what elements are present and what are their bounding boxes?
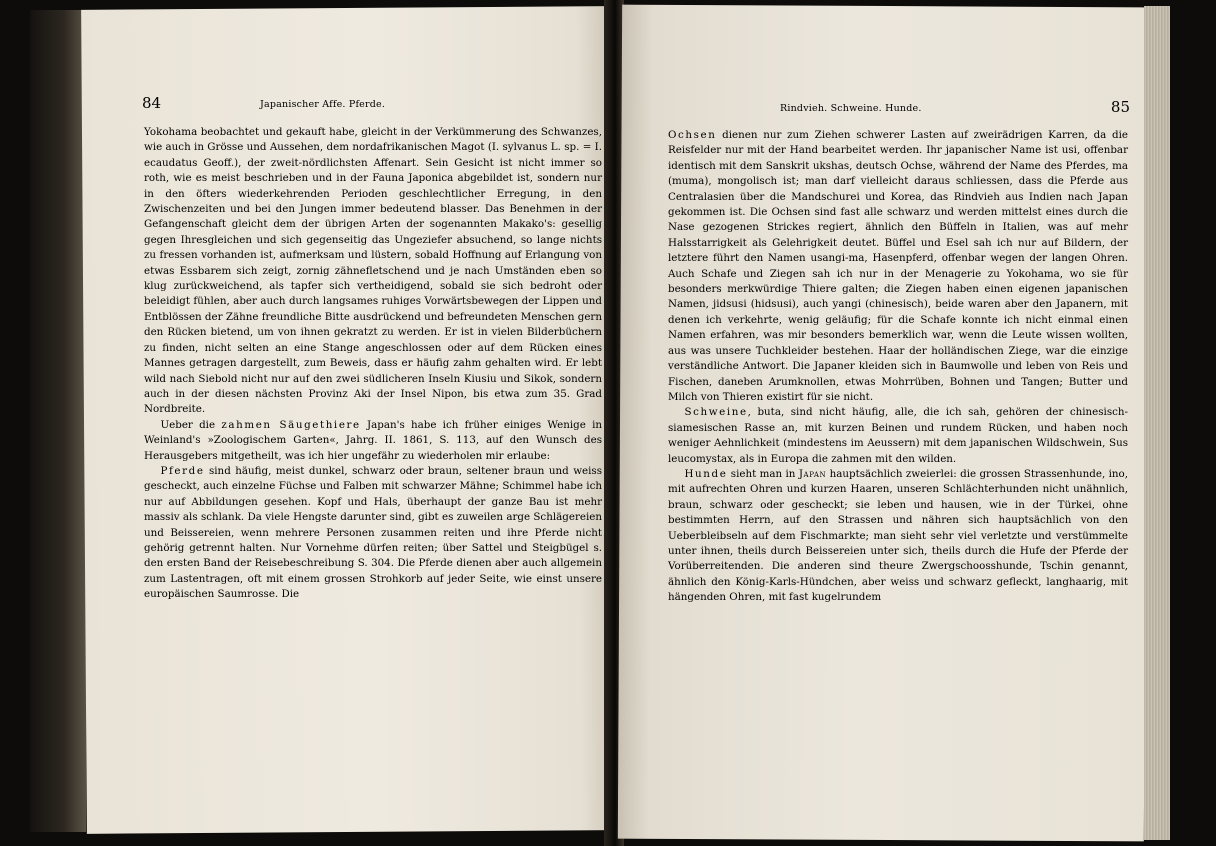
left-p3-post: sind häufig, meist dunkel, schwarz oder braun, seltener braun und weiss gescheckt, auch einzelne Füchse und Falben mit schwarzer Mähne; Schimmel habe ich nur auf Abbildungen gesehen. Kopf und Hals, überhaupt der ganze Bau ist mehr massiv als schlank. Da viele Hengste darunter sind, gibt es zuweilen arge Schlägereien und Beissereien, wenn mehrere Personen zusammen reiten und ihre Pferde nicht gehörig getrennt halten. Nur Vornehme dürfen reiten; über Sattel und Steigbügel s. den ersten Band der Reisebeschreibung S. 304. Die Pferde dienen aber auch allgemein zum Lastentragen, oft mit einem grossen Strohkorb auf jeder Seite, wie einst unsere europäischen Saumrosse. Die [144, 464, 602, 601]
left-paragraph-1: Yokohama beobachtet und gekauft habe, gleicht in der Verkümmerung des Schwanzes, wie auch in Grösse und Aussehen, dem nordafrikanischen Magot (I. sylvanus L. sp. = I. ecaudatus Geoff.), der zweit-nördlichsten Affenart. Sein Gesicht ist nicht immer so roth, wie es meist beschrieben und in der Fauna Japonica abgebildet ist, sondern nur in den öfters wiederkehrenden Perioden geschlechtlicher Erregung, in den Zwischenzeiten und bei den Jungen immer bedeutend blasser. Das Benehmen in der Gefangenschaft gleicht dem der übrigen Arten der sogenannten Makako's: gesellig gegen Ihresgleichen und sich gegenseitig das Ungeziefer absuchend, so lange nichts zu fressen vorhanden ist, aufmerksam und lüstern, sobald Hoffnung auf Erlangung von etwas Essbarem sich zeigt, zornig zähnefletschend und je nach Umständen eben so klug zurückweichend, als tapfer sich vertheidigend, sobald sie sich bedroht oder beleidigt fühlen, aber auch durch langsames ruhiges Vorwärtsbewegen der Lippen und Entblössen der Zähne freundliche Bitte ausdrückend und befreundeten Menschen gern den Rücken bietend, um von ihnen gekratzt zu werden. Er ist in vielen Bilderbüchern zu finden, nicht selten an eine Stange angeschlossen oder auf dem Rücken eines Mannes getragen dargestellt, zum Beweis, dass er häufig zahm gehalten wird. Er lebt wild nach Siebold nicht nur auf den zwei südlicheren Inseln Kiusiu und Sikok, sondern auch in der diesen nächsten Provinz Aki der Insel Nipon, bis etwa zum 35. Grad Nordbreite. [144, 126, 602, 416]
left-p2-pre: Ueber die [160, 418, 222, 431]
right-p3-mid: sieht man in [727, 467, 799, 480]
right-p3-post: hauptsächlich zweierlei: die grossen Strassenhunde, ino, mit aufrechten Ohren und kurzen Haaren, unseren Schlächterhunden nicht unähnlich, braun, schwarz oder gescheckt; sie leben und hausen, wie in der Türkei, ohne bestimmten Herrn, auf den Strassen und nähren sich hauptsächlich von den Ueberbleibseln auf dem Fischmarkte; man sieht sehr viel verletzte und verstümmelte unter ihnen, theils durch Beissereien unter sich, theils durch die Hufe der Pferde der Vorüberreitenden. Die anderen sind theure Zwergschoosshunde, Tschin genannt, ähnlich den König-Karls-Hündchen, aber weiss und schwarz gefleckt, langhaarig, mit hängenden Ohren, mit fast kugelrundem [668, 467, 1128, 604]
right-page-number: 85 [1110, 98, 1130, 116]
left-page-body [144, 125, 602, 603]
right-p2-term: Schweine [684, 406, 748, 419]
left-p3-term: Pferde [160, 464, 205, 477]
left-p2-term: zahmen Säugethiere [221, 418, 361, 431]
left-running-title: Japanischer Affe. Pferde. [260, 99, 386, 110]
book-edge-left [30, 10, 86, 832]
right-paragraph-3 [668, 467, 1128, 606]
right-running-title: Rindvieh. Schweine. Hunde. [780, 103, 922, 114]
left-paragraph-2 [144, 418, 602, 464]
right-p1-term: Ochsen [668, 129, 717, 141]
right-paragraph-2 [668, 405, 1128, 467]
left-page-number: 84 [142, 94, 162, 112]
right-p1-post: dienen nur zum Ziehen schwerer Lasten auf zweirädrigen Karren, da die Reisfelder nur mit der Hand bearbeitet werden. Ihr japanischer Name ist usi, offenbar identisch mit dem Sanskrit ukshas, deutsch Ochse, während der Name des Pferdes, ma (muma), mongolisch ist; man darf vielleicht daraus schliessen, dass die Pferde aus Centralasien über die Mandschurei und Korea, das Rindvieh aus Indien nach Japan gekommen ist. Die Ochsen sind fast alle schwarz und werden mittelst eines durch die Nase gezogenen Strickes regiert, ähnlich den Büffeln in Italien, was auf mehr Halsstarrigkeit als Gelehrigkeit deutet. Büffel und Esel sah ich nur auf Bildern, der letztere führt den Namen usangi-ma, Hasenpferd, offenbar wegen der langen Ohren. Auch Schafe und Ziegen sah ich nur in der Menagerie zu Yokohama, wo sie für besonders merkwürdige Thiere galten; die Ziegen haben einen eigenen japanischen Namen, jidsusi (hidsusi), auch yangi (chinesisch), beide waren aber den Japanern, mit denen ich verkehrte, wenig geläufig; für die Schafe konnte ich nicht einmal einen Namen erfahren, was mir besonders bemerklich war, wenn die Leute wissen wollten, aus was unsere Tuchkleider bestehen. Haar der holländischen Ziege, war die einzige verständliche Antwort. Die Japaner kleiden sich in Baumwolle und leben von Reis und Fischen, daneben Arumknollen, etwas Mohrrüben, Bohnen und Tangen; Butter und Milch von Thieren existirt für sie nicht. [668, 129, 1128, 403]
right-paragraph-1 [668, 128, 1128, 405]
left-p2-post: Japan's habe ich früher einiges Wenige in Weinland's »Zoologischem Garten«, Jahrg. II. 1861, S. 113, auf den Wunsch des Herausgebers mitgetheilt, was ich hier ungefähr zu wiederholen mir erlaube: [144, 418, 603, 462]
right-p3-place: Japan [798, 467, 827, 480]
right-p2-post: , buta, sind nicht häufig, alle, die ich sah, gehören der chinesisch-siamesischen Rasse an, mit kurzen Beinen und rundem Rücken, und haben noch weniger Aehnlichkeit (mindestens im Aeussern) mit dem japanischen Wildschwein, Sus leucomystax, als in Europa die zahmen mit den wilden. [668, 406, 1128, 465]
right-p3-term: Hunde [684, 467, 728, 480]
right-page-body [668, 128, 1128, 606]
book-edge-right [1144, 6, 1170, 840]
left-paragraph-3 [144, 464, 602, 603]
